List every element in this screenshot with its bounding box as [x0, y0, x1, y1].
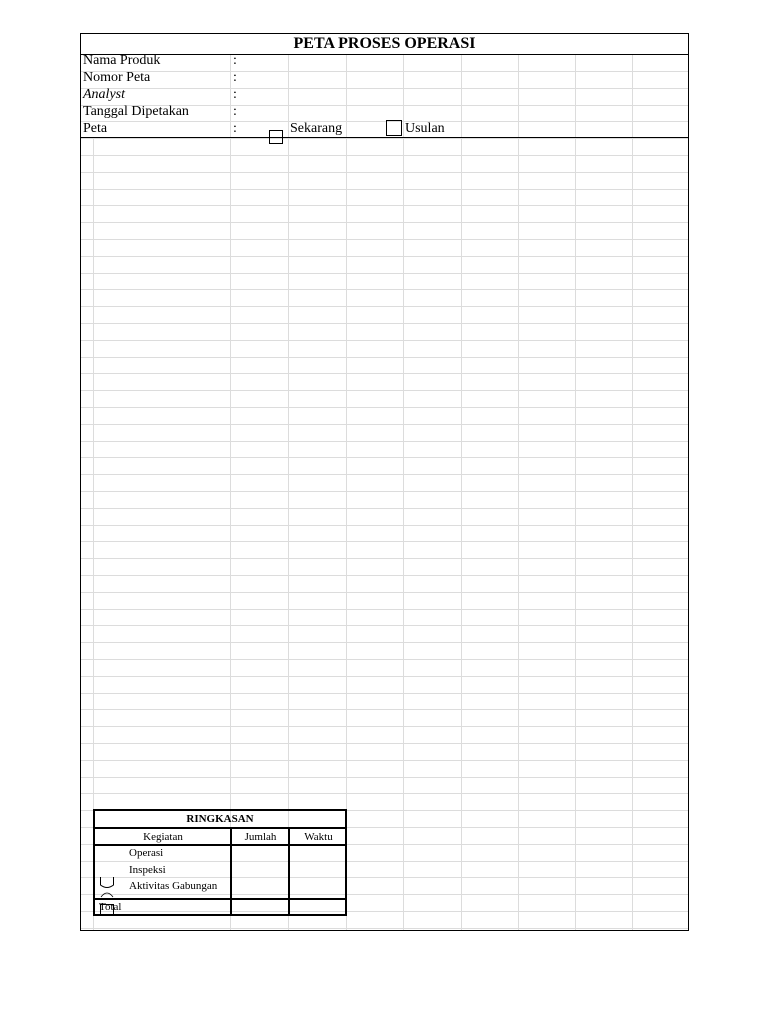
field-label: Tanggal Dipetakan [83, 104, 189, 119]
field-colon: : [233, 70, 237, 85]
grid-row-line [81, 625, 688, 626]
field-label: Nama Produk [83, 53, 161, 68]
option-proposed-label: Usulan [405, 121, 445, 136]
field-label: Analyst [83, 87, 125, 102]
summary-header-time: Waktu [304, 831, 333, 843]
grid-row-line [81, 525, 688, 526]
summary-item-combined: Aktivitas Gabungan [129, 880, 218, 892]
field-colon: : [233, 104, 237, 119]
grid-row-line [81, 256, 688, 257]
grid-row-line [81, 659, 688, 660]
summary-title: RINGKASAN [95, 811, 345, 829]
field-colon: : [233, 53, 237, 68]
grid-column-line [230, 54, 231, 930]
summary-total-label: Total [99, 901, 122, 913]
grid-row-line [81, 676, 688, 677]
grid-row-line [81, 928, 688, 929]
grid-row-line [81, 205, 688, 206]
grid-row-line [81, 373, 688, 374]
grid-row-line [81, 289, 688, 290]
grid-row-line [81, 777, 688, 778]
grid-row-line [81, 743, 688, 744]
grid-row-line [81, 340, 688, 341]
grid-row-line [81, 273, 688, 274]
summary-col-divider [288, 829, 290, 914]
field-label: Peta [83, 121, 108, 136]
summary-item-inspection: Inspeksi [129, 864, 166, 876]
page-title: PETA PROSES OPERASI [81, 34, 688, 55]
grid-row-line [81, 709, 688, 710]
grid-row-line [81, 575, 688, 576]
grid-row-line [81, 793, 688, 794]
grid-row-line [81, 693, 688, 694]
option-current-label: Sekarang [290, 121, 343, 136]
header-separator [81, 137, 688, 138]
grid-row-line [81, 239, 688, 240]
summary-item-operation: Operasi [129, 847, 164, 859]
summary-table [93, 809, 347, 916]
grid-row-line [81, 357, 688, 358]
grid-column-line [575, 54, 576, 930]
grid-row-line [81, 323, 688, 324]
field-colon: : [233, 87, 237, 102]
grid-row-line [81, 642, 688, 643]
grid-row-line [81, 491, 688, 492]
grid-column-line [518, 54, 519, 930]
grid-row-line [81, 592, 688, 593]
grid-row-line [81, 407, 688, 408]
grid-row-line [81, 726, 688, 727]
grid-row-line [81, 457, 688, 458]
grid-row-line [81, 71, 688, 72]
grid-row-line [81, 541, 688, 542]
grid-row-line [81, 222, 688, 223]
summary-header-activity: Kegiatan [143, 831, 183, 843]
process-chart-sheet [80, 33, 689, 931]
checkbox-proposed[interactable] [386, 120, 402, 136]
grid-row-line [81, 121, 688, 122]
grid-row-line [81, 508, 688, 509]
grid-row-line [81, 172, 688, 173]
grid-row-line [81, 390, 688, 391]
grid-row-line [81, 441, 688, 442]
grid-row-line [81, 424, 688, 425]
grid-row-line [81, 155, 688, 156]
summary-total-line [95, 898, 345, 900]
grid-row-line [81, 138, 688, 139]
field-label: Nomor Peta [83, 70, 151, 85]
grid-row-line [81, 306, 688, 307]
grid-column-line [288, 54, 289, 930]
grid-row-line [81, 189, 688, 190]
grid-row-line [81, 88, 688, 89]
grid-row-line [81, 609, 688, 610]
grid-column-line [346, 54, 347, 930]
grid-column-line [632, 54, 633, 930]
summary-col-divider [230, 829, 232, 914]
grid-row-line [81, 474, 688, 475]
grid-row-line [81, 558, 688, 559]
summary-header-count: Jumlah [244, 831, 277, 843]
grid-row-line [81, 760, 688, 761]
grid-column-line [461, 54, 462, 930]
grid-column-line [403, 54, 404, 930]
field-colon: : [233, 121, 237, 136]
